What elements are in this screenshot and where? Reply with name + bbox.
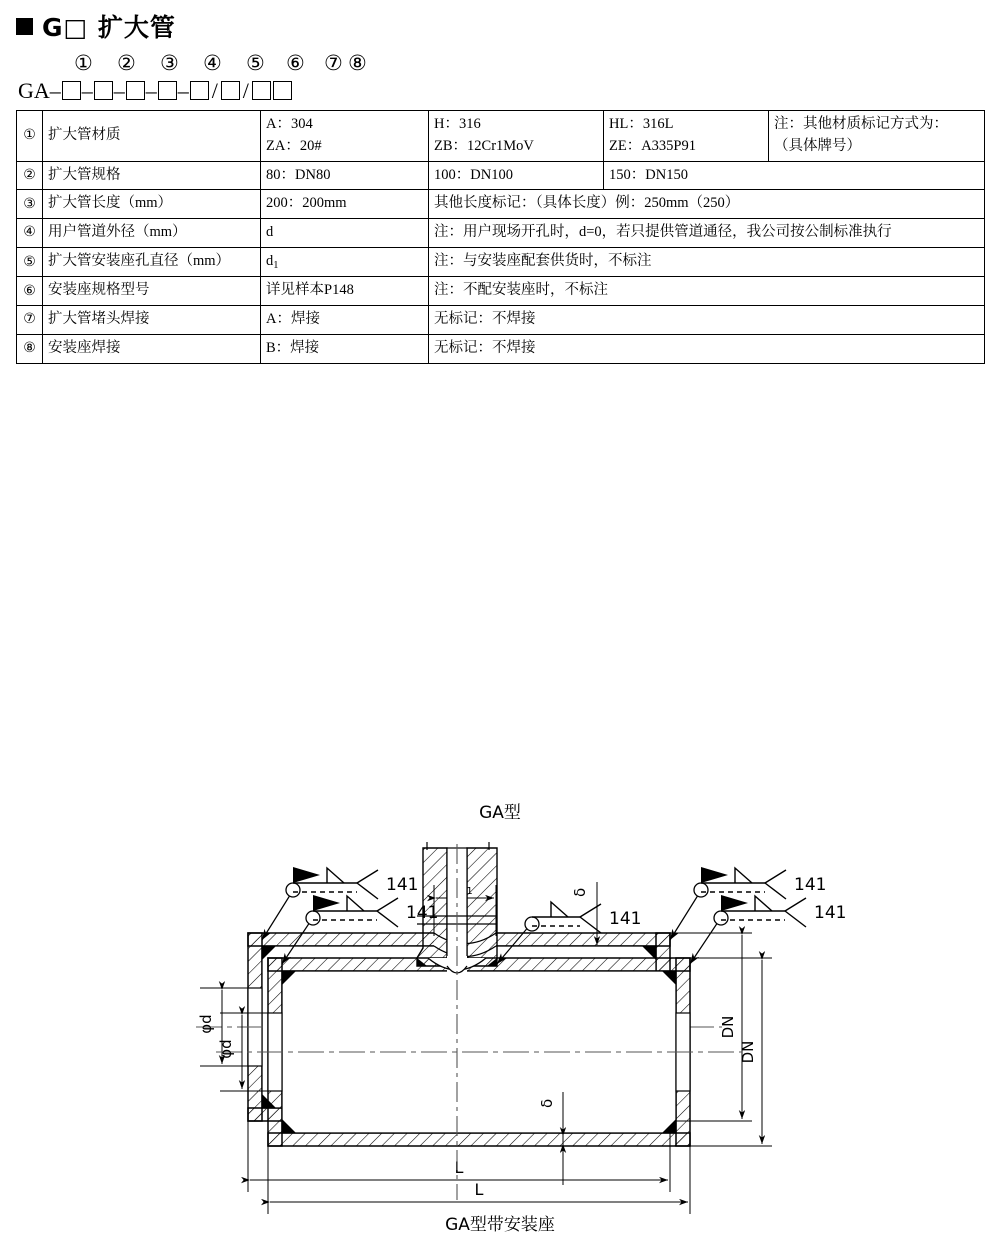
row-index: ⑤ (17, 247, 43, 277)
row-name: 安装座规格型号 (43, 277, 261, 306)
code-slot-6 (221, 81, 240, 100)
weld-symbol-middle (497, 902, 641, 964)
row-value-2 (429, 111, 604, 162)
drawing-ga-caption: GA型 (479, 803, 521, 823)
row-value-1 (261, 111, 429, 162)
circled-marker-3: ③ (160, 51, 179, 75)
value-line-1: H：316 (434, 116, 481, 132)
table-row (17, 306, 985, 335)
row-value-1: 80：DN80 (261, 161, 429, 190)
page-title (16, 8, 176, 44)
weld-process-number-right: 141 (814, 903, 847, 923)
table-row (17, 111, 985, 162)
code-slot-1 (62, 81, 81, 100)
code-slot-8 (273, 81, 292, 100)
row-name: 扩大管堵头焊接 (43, 306, 261, 335)
field-weld-circle-left (306, 911, 320, 925)
model-code-block (18, 51, 367, 104)
seat-right-wall (467, 848, 497, 966)
row-index: ① (17, 111, 43, 162)
circled-marker-7: ⑦ (324, 51, 343, 75)
row-index: ⑧ (17, 334, 43, 363)
circled-marker-5: ⑤ (246, 51, 265, 75)
drawing-ga-with-seat (0, 840, 1000, 1245)
row-index: ③ (17, 190, 43, 219)
row-value-1: B：焊接 (261, 334, 429, 363)
dim-label-bore: φd (217, 1039, 235, 1059)
dim-label-dn: DN (719, 1015, 737, 1039)
dim-label-bore: φd (197, 1014, 215, 1034)
drawing-ga-seat-svg (0, 840, 1000, 1240)
weld-symbol-left (282, 895, 438, 964)
weld-tail-middle (580, 904, 601, 933)
field-weld-circle-middle (525, 917, 539, 931)
row-index: ④ (17, 219, 43, 248)
row-note: 注：用户现场开孔时，d=0，若只提供管道通径，我公司按公制标准执行 (429, 219, 985, 248)
row-value-1: 详见样本P148 (261, 277, 429, 306)
code-slot-5 (190, 81, 209, 100)
value-subscript: 1 (273, 259, 279, 271)
row-index: ⑥ (17, 277, 43, 306)
dim-label-l: L (474, 1180, 484, 1199)
drawing-ga-seat-caption: GA型带安装座 (445, 1215, 555, 1235)
row-index: ② (17, 161, 43, 190)
table-row (17, 219, 985, 248)
weld-process-number-left: 141 (386, 875, 419, 895)
note-line-1: 注：其他材质标记方式为： (774, 116, 948, 132)
weld-leader-line-right (690, 919, 720, 964)
table-row (17, 334, 985, 363)
row-value-1: d (261, 219, 429, 248)
weld-process-number-left: 141 (406, 903, 439, 923)
dim-label-dn: DN (739, 1040, 757, 1064)
table-row (17, 247, 985, 277)
specification-table (16, 110, 985, 364)
model-code-pattern: GA– – – – – / / (18, 78, 293, 104)
circled-marker-8: ⑧ (348, 51, 367, 75)
table-row (17, 277, 985, 306)
weld-symbol-right (690, 895, 846, 964)
table-row (17, 161, 985, 190)
weld-flag-left (313, 895, 340, 911)
circled-marker-6: ⑥ (286, 51, 305, 75)
row-value-1 (261, 247, 429, 277)
row-value-3 (604, 111, 769, 162)
table-row (17, 190, 985, 219)
circled-marker-1: ① (74, 51, 93, 75)
row-name: 安装座焊接 (43, 334, 261, 363)
weld-tail-right (785, 898, 806, 927)
row-note: 无标记：不焊接 (429, 306, 985, 335)
code-slot-4 (158, 81, 177, 100)
code-slot-7 (252, 81, 271, 100)
drawing-ga-svg (0, 420, 1000, 1177)
circled-marker-4: ④ (203, 51, 222, 75)
row-name: 扩大管材质 (43, 111, 261, 162)
row-note: 无标记：不焊接 (429, 334, 985, 363)
value-main: d (266, 252, 274, 269)
bullet-square-icon (16, 18, 33, 35)
value-line-2: ZA：20# (266, 137, 322, 154)
model-code-prefix: GA (18, 78, 50, 103)
row-note: 注：不配安装座时，不标注 (429, 277, 985, 306)
value-line-2: ZB：12Cr1MoV (434, 137, 534, 154)
pipe-bottom-wall (268, 1133, 690, 1146)
weld-fillet-symbol-right (755, 896, 772, 911)
weld-process-number-middle: 141 (609, 909, 642, 929)
row-name: 用户管道外径（mm） (43, 219, 261, 248)
drawing-ga-type (0, 420, 1000, 1177)
value-line-1: HL：316L (609, 116, 674, 132)
row-value-1: A：焊接 (261, 306, 429, 335)
row-note (769, 111, 985, 162)
weld-tail-left (377, 898, 398, 927)
weld-process-number-right: 141 (794, 875, 827, 895)
weld-flag-right (721, 895, 748, 911)
row-name: 扩大管安装座孔直径（mm） (43, 247, 261, 277)
dim-label-thickness: δ (571, 887, 589, 897)
row-value-2: 100：DN100 (429, 161, 604, 190)
weld-fillet-symbol-left (347, 896, 364, 911)
row-note: 其他长度标记：（具体长度）例：250mm（250） (429, 190, 985, 219)
row-value-1: 200：200mm (261, 190, 429, 219)
row-value-3: 150：DN150 (604, 161, 985, 190)
code-slot-3 (126, 81, 145, 100)
circled-marker-2: ② (117, 51, 136, 75)
row-name: 扩大管规格 (43, 161, 261, 190)
dim-label-l: L (454, 1158, 464, 1177)
weld-fillet-symbol-middle (551, 902, 568, 917)
row-note: 注：与安装座配套供货时，不标注 (429, 247, 985, 277)
value-line-2: ZE：A335P91 (609, 137, 696, 154)
row-index: ⑦ (17, 306, 43, 335)
code-slot-2 (94, 81, 113, 100)
dim-label-thickness: δ (538, 1098, 556, 1108)
page-title-text: G□ 扩大管 (42, 13, 176, 42)
value-line-1: A：304 (266, 116, 313, 132)
note-line-2: （具体牌号） (774, 137, 861, 154)
field-weld-circle-right (714, 911, 728, 925)
row-name: 扩大管长度（mm） (43, 190, 261, 219)
circled-marker-row (74, 51, 367, 78)
